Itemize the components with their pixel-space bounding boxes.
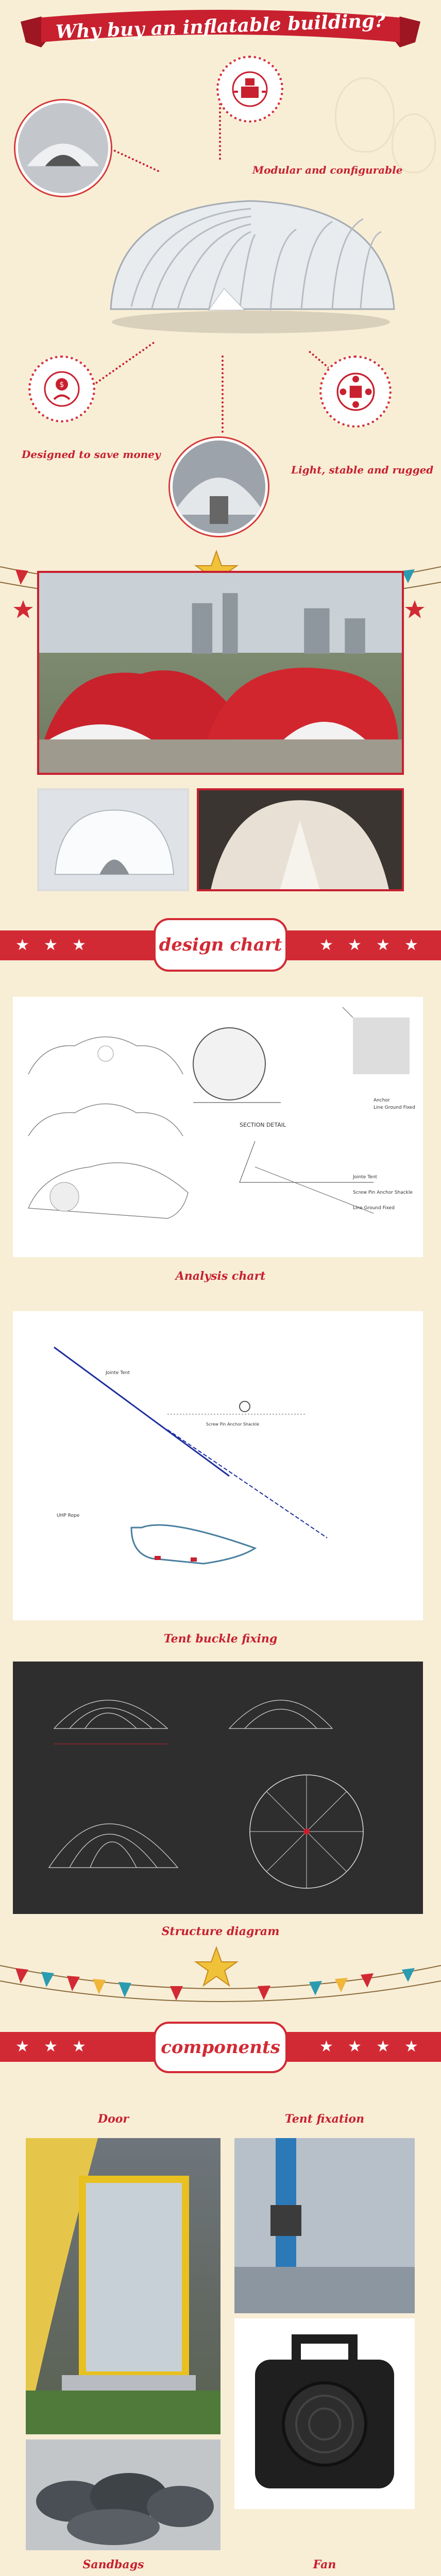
star-icon: ★ [15,2038,29,2056]
anchor-ground-fixed-label: Line Ground Fixed [353,1206,395,1211]
analysis-chart-card [13,997,423,1257]
connected-network-icon [336,372,375,411]
star-icon: ★ [404,936,418,954]
svg-text:$: $ [59,381,64,389]
star-icon: ★ [348,2038,362,2056]
light-stable-icon-circle [319,355,392,428]
anchor-label: Anchor [374,1098,390,1103]
connector-line [219,103,221,160]
analysis-chart-drawing [13,997,423,1257]
strap-ratchet-icon [234,2138,415,2313]
connector-line [222,355,224,433]
star-icon: ★ [404,2038,418,2056]
dome-illustration [100,185,402,340]
bunting-decoration [0,1945,441,2022]
star-icon: ★ [376,2038,390,2056]
star-icon: ★ [319,936,333,954]
dome-interior-photo [197,788,404,891]
screw-pin-anchor-shackle-label: Screw Pin Anchor Shackle [206,1422,260,1427]
star-icon: ★ [348,936,362,954]
modular-icon-circle [216,56,283,123]
analysis-chart-caption: Analysis chart [175,1269,266,1283]
money-plant-icon [44,371,80,407]
feature-modular-label: Modular and configurable [252,164,403,176]
blower-fan-icon [234,2318,415,2509]
dome-photo-circle [15,100,111,196]
yellow-door-icon [26,2138,220,2434]
inflatable-dome-image [100,185,402,340]
star-icon: ★ [44,936,58,954]
star-icon: ★ [15,936,29,954]
dome-interior-icon [18,103,108,193]
feature-light-label: Light, stable and rugged [291,464,434,476]
door-label: Door [97,2112,129,2126]
balloon-icon [335,77,395,152]
page-title: Why buy an inflatable building? [55,9,386,43]
save-money-icon-circle [28,355,95,422]
tent-fixation-label: Tent fixation [284,2112,365,2126]
tent-fixation-photo [234,2138,415,2313]
structure-diagram-card [13,1662,423,1914]
white-dome-photo [37,788,189,891]
white-dome-icon [39,790,187,889]
structure-diagram-caption: Structure diagram [161,1925,280,1938]
tent-buckle-card [13,1311,423,1620]
tent-buckle-caption: Tent buckle fixing [163,1632,278,1646]
sandbags-label: Sandbags [82,2558,144,2571]
red-dome-photo [37,571,404,775]
sandbags-icon [26,2439,220,2550]
tent-interior-photo-circle [170,438,268,536]
star-icon: ★ [319,2038,333,2056]
components-heading: components [154,2022,287,2073]
star-icon: ★ [376,936,390,954]
fan-photo [234,2318,415,2509]
jointe-tent-label: Jointe Tent [106,1370,130,1376]
red-dome-scene-icon [39,573,402,773]
fan-label: Fan [313,2558,336,2571]
star-icon: ★ [72,936,86,954]
structure-drawing [13,1662,423,1914]
sandbags-photo [26,2439,220,2550]
title-banner [21,6,420,53]
modular-icon [232,71,268,107]
uhp-rope-label: UHP Rope [57,1513,80,1518]
door-photo [26,2138,220,2434]
buckle-drawing [13,1311,423,1620]
line-ground-fixed-label: Line Ground Fixed [374,1105,415,1110]
section-detail-label: SECTION DETAIL [240,1122,286,1128]
star-icon: ★ [44,2038,58,2056]
feature-save-money-label: Designed to save money [22,448,161,461]
design-chart-heading: design chart [154,918,287,972]
bunting-flags-icon [0,1945,441,2022]
dome-lit-interior-icon [199,790,402,889]
screw-pin-anchor-shackle-label: Screw Pin Anchor Shackle [353,1190,413,1195]
jointe-tent-label: Jointe Tent [353,1175,378,1180]
connector-line [103,144,159,172]
tent-interior-icon [173,440,265,533]
star-icon: ★ [72,2038,86,2056]
